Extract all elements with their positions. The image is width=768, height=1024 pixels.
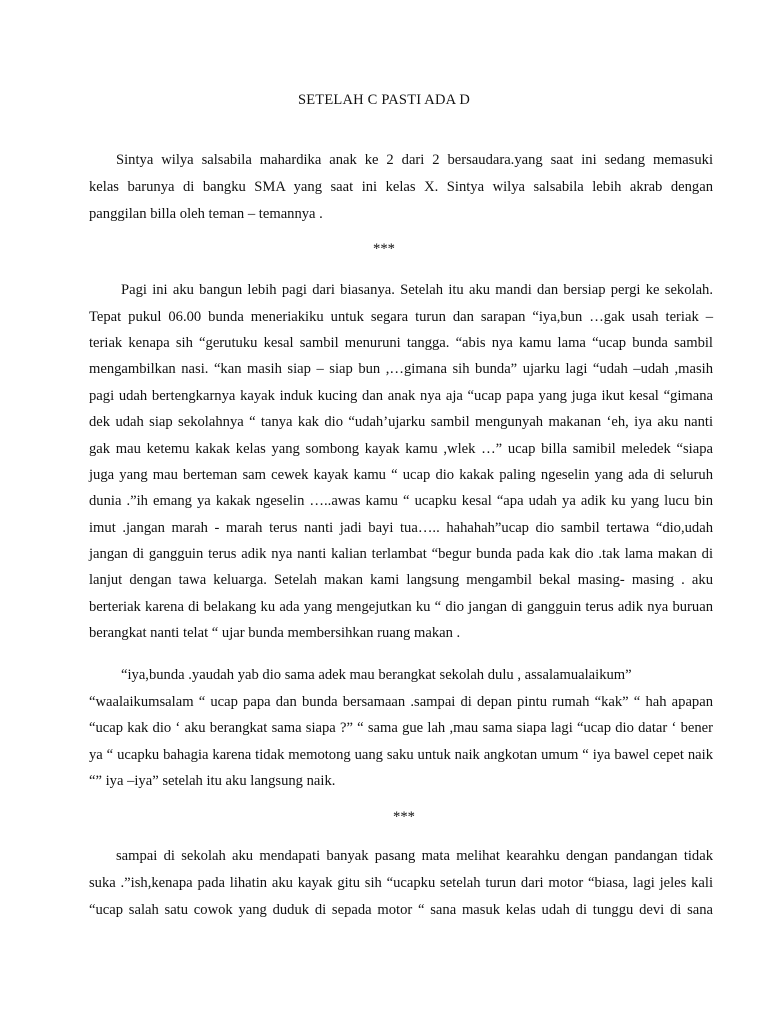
paragraph-2-line-10: imut .jangan marah - marah terus nanti jadi bayi tua….. hahahah”ucap dio sambil tertawa “dio,udah — [89, 520, 713, 536]
paragraph-3-line-5: “” iya –iya” setelah itu aku langsung naik. — [89, 773, 336, 789]
section-separator-1: *** — [373, 241, 395, 257]
paragraph-3-line-4: ya “ ucapku bahagia karena tidak memotong uang saku untuk naik angkotan umum “ iya bawel cepet naik — [89, 747, 713, 763]
paragraph-4-line-1: sampai di sekolah aku mendapati banyak pasang mata melihat kearahku dengan pandangan tidak — [116, 848, 713, 864]
paragraph-1-line-1: Sintya wilya salsabila mahardika anak ke 2 dari 2 bersaudara.yang saat ini sedang memasuki — [116, 152, 713, 168]
paragraph-2-line-12: lanjut dengan tawa keluarga. Setelah makan kami langsung mengambil bekal masing- masing . aku — [89, 572, 713, 588]
paragraph-1-line-3: panggilan billa oleh teman – temannya . — [89, 206, 323, 222]
paragraph-2-line-4: mengambilkan nasi. “kan masih siap – siap bun ,…gimana sih bunda” ujarku lagi “udah –udah ,masih — [89, 361, 713, 377]
paragraph-3-line-2: “waalaikumsalam “ ucap papa dan bunda bersamaan .sampai di depan pintu rumah “kak” “ hah apapan — [89, 694, 713, 710]
section-separator-2: *** — [393, 809, 415, 825]
paragraph-2-line-9: dunia .”ih emang ya kakak ngeselin …..awas kamu “ ucapku kesal “apa udah ya adik ku yang lucu bin — [89, 493, 713, 509]
paragraph-2-line-1: Pagi ini aku bangun lebih pagi dari biasanya. Setelah itu aku mandi dan bersiap pergi ke sekolah. — [121, 282, 713, 298]
paragraph-2-line-7: gak mau ketemu kakak kelas yang sombong kayak kamu ,wlek …” ucap billa samibil meledek “siapa — [89, 441, 713, 457]
paragraph-3-line-1: “iya,bunda .yaudah yab dio sama adek mau berangkat sekolah dulu , assalamualaikum” — [121, 667, 632, 683]
paragraph-4-line-3: “ucap salah satu cowok yang duduk di sepada motor “ sana masuk kelas udah di tunggu devi di sana — [89, 902, 713, 918]
paragraph-2-line-6: dek udah siap sekolahnya “ tanya kak dio “udah’ujarku sambil mengunyah makanan ‘eh, iya aku nanti — [89, 414, 713, 430]
paragraph-2-line-11: jangan di gangguin terus adik nya nanti kalian terlambat “begur bunda pada kak dio .tak lama makan di — [89, 546, 713, 562]
paragraph-4-line-2: suka .”ish,kenapa pada lihatin aku kayak gitu sih “ucapku setelah turun dari motor “biasa, lagi jeles kali — [89, 875, 713, 891]
paragraph-2-line-3: teriak kenapa sih “gerutuku kesal sambil menuruni tangga. “abis nya kamu lama “ucap bunda sambil — [89, 335, 713, 351]
paragraph-2-line-2: Tepat pukul 06.00 bunda meneriakiku untuk segara turun dan sarapan “iya,bun …gak usah teriak – — [89, 309, 713, 325]
document-title: SETELAH C PASTI ADA D — [297, 92, 471, 108]
paragraph-3-line-3: “ucap kak dio ‘ aku berangkat sama siapa ?” “ sama gue lah ,mau sama siapa lagi “ucap dio datar ‘ bener — [89, 720, 713, 736]
paragraph-2-line-5: pagi udah bertengkarnya kayak induk kucing dan anak nya aja “ucap papa yang juga ikut kesal “gimana — [89, 388, 713, 404]
paragraph-2-line-14: berangkat nanti telat “ ujar bunda membersihkan ruang makan . — [89, 625, 461, 641]
paragraph-2-line-8: juga yang mau berteman sam cewek kayak kamu “ ucap dio kakak paling ngeselin yang ada di seluruh — [89, 467, 713, 483]
paragraph-1-line-2: kelas barunya di bangku SMA yang saat ini kelas X. Sintya wilya salsabila lebih akrab dengan — [89, 179, 713, 195]
paragraph-2-line-13: berteriak karena di belakang ku ada yang mengejutkan ku “ dio jangan di gangguin terus adik nya buruan — [89, 599, 713, 615]
